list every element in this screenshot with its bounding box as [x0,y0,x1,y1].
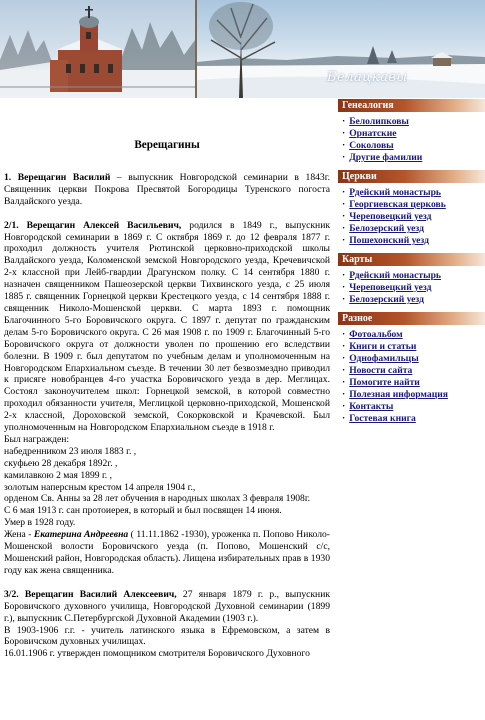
site-watermark: Белацкавы [327,70,408,85]
sidebar-link-georgievskaya-church[interactable]: Георгиевская церковь [349,199,446,210]
sidebar [338,99,485,431]
sidebar-item: · Орнатские [342,128,397,139]
person-entry-3 [4,589,330,660]
sidebar-heading: Карты [338,253,485,266]
sidebar-item: · Рдейский монастырь [342,270,441,281]
sidebar-link-map-cherepovets[interactable]: Череповецкий уезд [349,282,432,293]
sidebar-section-genealogy [338,99,485,170]
spouse-prefix: Жена - [4,529,34,541]
sidebar-link-poshekhonye-uezd[interactable]: Пошехонский уезд [349,235,429,246]
person-bio: родился в 1849 г., выпускник Новгородской семинарии в 1869 г. С октября 1869 г. до 12 февраля 1877 г. проходил должность учителя Рютинской церковно-приходской школы Валдайского уезда, Коломенской земской Новгородского уезда, Кречевичской 2-х классной при Лейб-гвардии Драгунском полку. С 14 сентября 1880 г. назначен священником Пашеозерской церкви Тихвинского уезда, с 25 июля 1885 г. священник Горнецкой церкви Крестецкого уезда, с 14 сентября 1888 г. священник Николо-Мошенской церкви. С марта 1893 г. помощник Благочинного 5-го Боровичского округа. С 1897 г. депутат по гражданским делам 5-го Боровичского округа. С 26 мая 1908 г. по 1909 г. Благочинный 5-го Боровичского округа от должности уволен по прошению его вследствии болезни. В 1909 г. был депутатом по учебным делам и уполномоченным на Новгородском Епархиальном съезде. В течении 30 лет безвозмездно приводил к присяге новобранцев 4-го участка Боровичского уезда в дер. Меглицах. Состоял законоучителем школ: Горнецкой земской, в которой совместно проходил обязанности учителя, Меглицкой церковно-приходской, Мошенской 2-х классной, Дороховской земской, Сокорковской и Крачевской. Был уполномоченным на Новгородском Епархиальном съезде в 1918 г. [4,219,330,434]
sidebar-link-ornatskie[interactable]: Орнатские [349,128,397,139]
church-photo [0,0,195,98]
ordination-line: С 6 мая 1913 г. сан протоиерея, в который и был посвящен 14 июня. [4,505,282,517]
header-banner [0,0,485,98]
sidebar-item: · Пошехонский уезд [342,235,429,246]
sidebar-item: · Другие фамилии [342,152,423,163]
winter-landscape-photo [197,0,485,98]
sidebar-heading: Церкви [338,170,485,183]
sidebar-heading: Генеалогия [338,99,485,112]
person-bio: – выпускник Новгородской семинарии в 1843г. Священник церкви Покрова Пресвятой Богородицы Туренского погоста Валдайского уезда. [4,171,330,207]
award-item: скуфьею 28 декабря 1892г. , [4,457,118,469]
person-entry-2 [4,220,330,577]
bio-line: 16.01.1906 г. утвержден помощником смотрителя Боровичского Духовного [4,648,310,660]
award-item: золотым наперсным крестом 14 апреля 1904 г., [4,481,196,493]
sidebar-link-guestbook[interactable]: Гостевая книга [349,413,416,424]
person-name: 3/2. Верещагин Василий Алексеевич, [4,588,177,600]
sidebar-link-cherepovets-uezd[interactable]: Череповецкий уезд [349,211,432,222]
sidebar-link-other-families[interactable]: Другие фамилии [349,152,423,163]
death-line: Умер в 1928 году. [4,517,76,529]
sidebar-link-contacts[interactable]: Контакты [349,401,394,412]
person-name: 2/1. Верещагин Алексей Васильевич, [4,219,182,231]
sidebar-item: · Георгиевская церковь [342,199,446,210]
person-bio: 27 января 1879 г. р., выпускник Боровичского духовного училища, Новгородской Духовной семинарии (1899 г.), выпускник С.Петербургской Духовной Академии (1903 г.). [4,588,330,624]
sidebar-section-maps [338,253,485,312]
spouse-name: Екатерина Андреевна [33,529,129,541]
sidebar-item: · Соколовы [342,140,394,151]
sidebar-item: · Однофамильцы [342,353,419,364]
award-item: набедренником 23 июля 1883 г. , [4,445,137,457]
sidebar-link-belozersk-uezd[interactable]: Белозерский уезд [349,223,424,234]
bio-line: В 1903-1906 г.г. - учитель латинского языка в Ефремовском, а затем в Боровичском духовных училищах. [4,624,330,648]
page-title: Верещагины [134,139,200,151]
sidebar-item: · Рдейский монастырь [342,187,441,198]
sidebar-item: · Полезная информация [342,389,448,400]
sidebar-section-churches [338,170,485,253]
award-order: орденом Св. Анны за 28 лет обучения в народных школах 3 февраля 1908г. [4,493,311,505]
sidebar-link-rdeysky-monastery[interactable]: Рдейский монастырь [349,187,441,198]
sidebar-link-namesakes[interactable]: Однофамильцы [349,353,419,364]
sidebar-link-photo-album[interactable]: Фотоальбом [349,329,403,340]
sidebar-link-sokolovy[interactable]: Соколовы [349,140,394,151]
sidebar-item: · Помогите найти [342,377,420,388]
sidebar-link-useful-info[interactable]: Полезная информация [349,389,448,400]
spouse-bio: ( 11.11.1862 -1930), уроженка п. Попово Николо-Мошенской волости Боровичского уезда (п. Попово, Мошенский с/с, Мошенский район, Новгородская область). Лищена избирательных прав в 1930 году как жена священника. [4,529,330,576]
sidebar-item: · Контакты [342,401,394,412]
sidebar-item: · Гостевая книга [342,413,416,424]
sidebar-item: · Белозерский уезд [342,294,424,305]
sidebar-item: · Череповецкий уезд [342,282,432,293]
person-entry-1 [4,172,330,208]
main-content [4,132,330,672]
sidebar-link-help-find[interactable]: Помогите найти [349,377,420,388]
sidebar-item: · Новости сайта [342,365,413,376]
sidebar-link-map-rdeysky[interactable]: Рдейский монастырь [349,270,441,281]
sidebar-link-belolipkovy[interactable]: Белолипковы [349,116,409,127]
sidebar-item: · Книги и статьи [342,341,417,352]
sidebar-item: · Белозерский уезд [342,223,424,234]
sidebar-heading: Разное [338,312,485,325]
sidebar-link-books[interactable]: Книги и статьи [349,341,417,352]
person-name: 1. Верещагин Василий [4,171,111,183]
award-item: камилавкою 2 мая 1899 г. , [4,469,112,481]
spouse-paragraph [4,529,330,577]
sidebar-item: · Череповецкий уезд [342,211,432,222]
sidebar-section-misc [338,312,485,431]
awards-label: Был награжден: [4,433,70,445]
sidebar-link-news[interactable]: Новости сайта [349,365,413,376]
sidebar-item: · Белолипковы [342,116,409,127]
sidebar-link-map-belozersk[interactable]: Белозерский уезд [349,294,424,305]
sidebar-item: · Фотоальбом [342,329,403,340]
